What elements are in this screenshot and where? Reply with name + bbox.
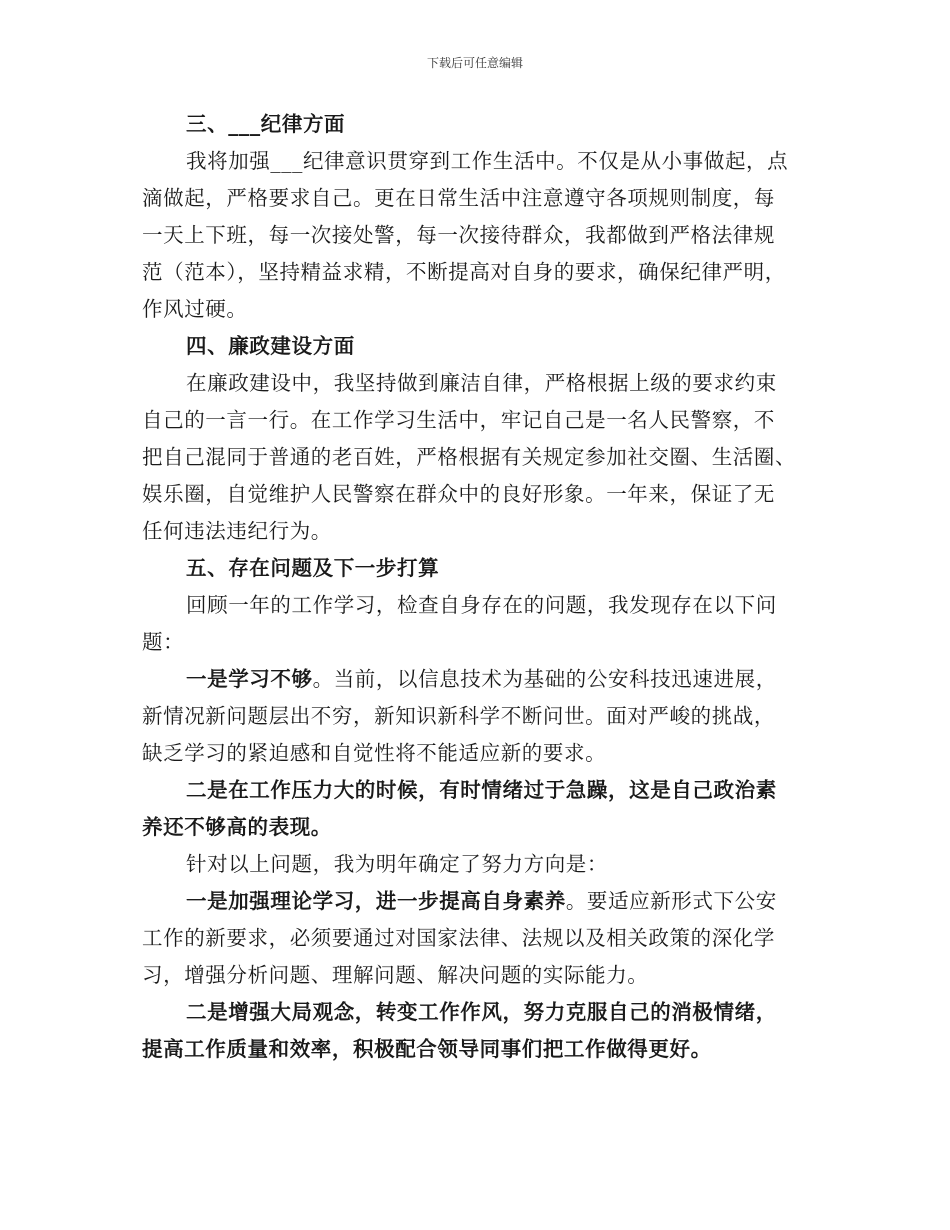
line-rest: 。要适应新形式下公安 bbox=[565, 889, 777, 913]
paragraph-line: 习，增强分析问题、理解问题、解决问题的实际能力。 bbox=[142, 963, 649, 987]
paragraph-line: 范（范本），坚持精益求精，不断提高对自身的要求，确保纪律严明， bbox=[142, 260, 786, 284]
paragraph-line: 娱乐圈，自觉维护人民警察在群众中的良好形象。一年来，保证了无 bbox=[142, 482, 775, 506]
bold-lead: 一是加强理论学习，进一步提高自身素养 bbox=[186, 889, 566, 913]
paragraph-line: 回顾一年的工作学习，检查自身存在的问题，我发现存在以下问 bbox=[186, 593, 777, 617]
paragraph-line: 把自己混同于普通的老百姓，严格根据有关规定参加社交圈、生活圈、 bbox=[142, 445, 797, 469]
bold-lead: 一是学习不够 bbox=[186, 667, 313, 691]
section-heading: 五、存在问题及下一步打算 bbox=[186, 556, 440, 580]
section-heading: 四、廉政建设方面 bbox=[186, 334, 355, 358]
section-heading: 三、___纪律方面 bbox=[186, 112, 346, 136]
paragraph-line: 我将加强___纪律意识贯穿到工作生活中。不仅是从小事做起，点 bbox=[186, 149, 789, 173]
paragraph-line bbox=[142, 883, 814, 920]
paragraph-line: 自己的一言一行。在工作学习生活中，牢记自己是一名人民警察，不 bbox=[142, 408, 775, 432]
bold-paragraph-line: 二是增强大局观念，转变工作作风，努力克服自己的消极情绪， bbox=[186, 1000, 777, 1024]
paragraph-line: 工作的新要求，必须要通过对国家法律、法规以及相关政策的深化学 bbox=[142, 926, 775, 950]
bold-paragraph-line: 二是在工作压力大的时候，有时情绪过于急躁，这是自己政治素 bbox=[186, 778, 777, 802]
paragraph-line: 任何违法违纪行为。 bbox=[142, 519, 332, 543]
line-rest: 。当前，以信息技术为基础的公安科技迅速进展， bbox=[312, 667, 777, 691]
document-body bbox=[142, 106, 814, 1068]
paragraph-line bbox=[142, 661, 814, 698]
bold-paragraph-line: 提高工作质量和效率，积极配合领导同事们把工作做得更好。 bbox=[142, 1037, 712, 1061]
paragraph-line: 题： bbox=[142, 630, 185, 654]
paragraph-line: 针对以上问题，我为明年确定了努力方向是： bbox=[186, 852, 608, 876]
paragraph-line: 滴做起，严格要求自己。更在日常生活中注意遵守各项规则制度，每 bbox=[142, 186, 775, 210]
paragraph-line: 缺乏学习的紧迫感和自觉性将不能适应新的要求。 bbox=[142, 741, 607, 765]
paragraph-line: 作风过硬。 bbox=[142, 297, 248, 321]
paragraph-line: 新情况新问题层出不穷，新知识新科学不断问世。面对严峻的挑战， bbox=[142, 704, 775, 728]
page-header: 下载后可任意编辑 bbox=[426, 56, 523, 70]
paragraph-line: 在廉政建设中，我坚持做到廉洁自律，严格根据上级的要求约束 bbox=[186, 371, 777, 395]
paragraph-line: 一天上下班，每一次接处警，每一次接待群众，我都做到严格法律规 bbox=[142, 223, 775, 247]
bold-paragraph-line: 养还不够高的表现。 bbox=[142, 815, 332, 839]
